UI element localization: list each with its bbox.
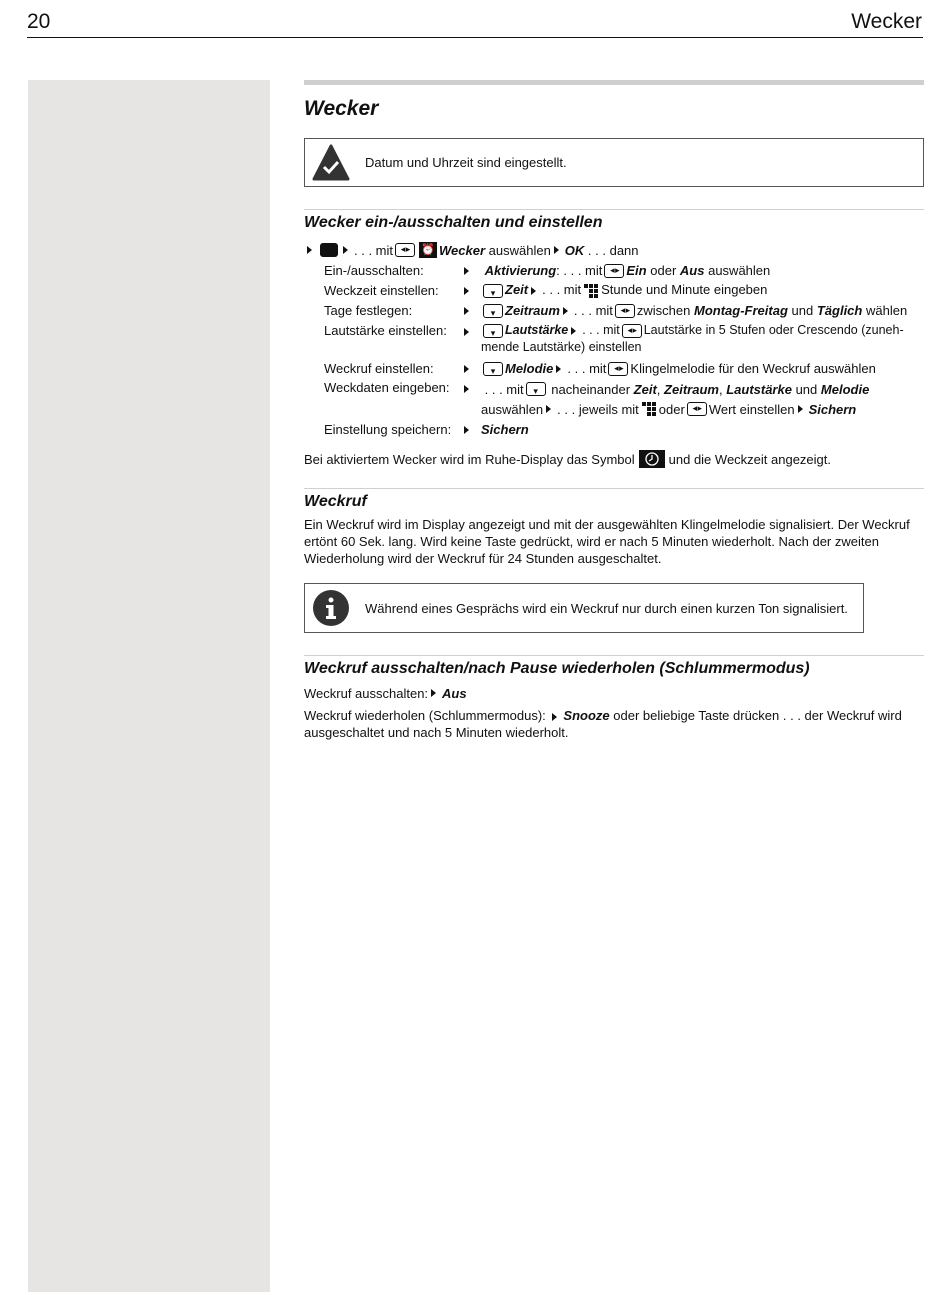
nav-select: auswählen [488, 242, 551, 258]
row-und: und [791, 302, 814, 318]
row-mid: . . . mit [582, 323, 620, 337]
arrow-icon [464, 385, 469, 393]
down-key-icon [483, 284, 503, 298]
menu-key-icon [320, 243, 338, 257]
left-right-key-icon [604, 264, 624, 278]
row-label: Tage festlegen: [324, 302, 413, 318]
section-rule [304, 655, 924, 656]
arrow-icon [556, 365, 561, 373]
row-item: Zeitraum [505, 302, 560, 318]
arrow-icon [343, 246, 348, 254]
section-heading-weckruf: Weckruf [304, 493, 367, 510]
off-label: Weckruf ausschalten: [304, 685, 429, 701]
arrow-icon [464, 307, 469, 315]
row-opt: Ein [626, 262, 647, 278]
arrow-icon [554, 246, 559, 254]
row-item: Lautstärke [505, 323, 569, 337]
arrow-icon [552, 713, 557, 721]
row-mid: . . . mit [484, 381, 524, 397]
page-number: 20 [27, 10, 51, 33]
down-key-icon [483, 324, 503, 338]
repeat-text: oder beliebige Taste drücken . . . der Weckruf wird ausgeschaltet und nach 5 Minuten wiederholt. [304, 708, 902, 740]
arrow-icon [571, 327, 576, 335]
row-toggle [324, 260, 924, 280]
row-label: Lautstärke einstellen: [324, 323, 447, 338]
precondition-text: Datum und Uhrzeit sind eingestellt. [365, 155, 567, 170]
left-right-key-icon [608, 362, 628, 376]
arrow-icon [307, 246, 312, 254]
left-right-key-icon [622, 324, 642, 338]
row-opt: Aus [679, 262, 705, 278]
row-label: Ein-/ausschalten: [324, 262, 424, 278]
row-item: Sichern [481, 421, 529, 437]
arrow-icon [464, 365, 469, 373]
row-item: Melodie [505, 360, 554, 376]
footer-post: und die Weckzeit angezeigt. [668, 451, 832, 467]
row-item: Zeitraum [664, 381, 719, 397]
precondition-box [304, 138, 924, 187]
row-tail: Stunde und Minute eingeben [601, 282, 768, 298]
page-title: Wecker [304, 97, 379, 120]
row-melody [324, 357, 924, 379]
row-item: Zeit [505, 282, 529, 298]
arrow-icon [431, 689, 436, 697]
row-comma: , [656, 381, 661, 397]
row-oder: oder [650, 262, 677, 278]
info-box [304, 583, 864, 633]
arrow-icon [464, 328, 469, 336]
nav-mit: . . . mit [354, 242, 393, 258]
arrow-icon [464, 287, 469, 295]
arrow-icon [546, 405, 551, 413]
keypad-icon [641, 401, 657, 417]
section-heading-snooze: Weckruf ausschalten/nach Pause wiederholen (Schlummermodus) [304, 660, 810, 677]
down-key-icon [483, 362, 503, 376]
settings-rows [324, 260, 924, 439]
down-key-icon [483, 304, 503, 318]
row-l2d: Wert einstellen [708, 401, 795, 417]
row-colon: : [556, 262, 560, 278]
row-time [324, 280, 924, 300]
row-pre: zwischen [636, 302, 691, 318]
header-rule [27, 37, 923, 38]
left-right-key-icon [687, 402, 707, 416]
row-label: Weckzeit einstellen: [324, 282, 439, 298]
control-key-icon [395, 243, 415, 257]
section-top-bar [304, 80, 924, 85]
row-pre: nacheinander [551, 381, 631, 397]
row-item: Sichern [808, 401, 857, 417]
left-right-key-icon [615, 304, 635, 318]
arrow-icon [531, 287, 536, 295]
section-rule [304, 209, 924, 210]
row-item: Zeit [633, 381, 657, 397]
checkmark-warning-icon [312, 144, 350, 182]
row-label: Einstellung speichern: [324, 421, 452, 437]
clock-icon [639, 450, 665, 468]
header-title: Wecker [851, 10, 922, 33]
row-data [324, 379, 924, 419]
info-icon [312, 589, 350, 627]
repeat-label: Weckruf wiederholen (Schlummermodus): [304, 708, 546, 723]
info-text: Während eines Gesprächs wird ein Weckruf nur durch einen kurzen Ton signalisiert. [365, 600, 848, 616]
arrow-icon [464, 426, 469, 434]
footer-pre: Bei aktiviertem Wecker wird im Ruhe-Display das Symbol [304, 451, 635, 467]
nav-ok: OK [564, 242, 585, 258]
row-mid: . . . mit [567, 360, 607, 376]
row-l2b: . . . jeweils mit [557, 401, 639, 417]
row-opt: Montag-Freitag [694, 302, 788, 318]
row-label: Weckruf einstellen: [324, 360, 434, 376]
keypad-icon [583, 283, 599, 299]
off-line [304, 683, 924, 703]
row-label: Weckdaten eingeben: [324, 380, 450, 395]
repeat-item: Snooze [563, 708, 610, 723]
row-opt: Täglich [816, 302, 863, 318]
row-item: Aktivierung [484, 262, 557, 278]
row-tail: Klingelmelodie für den Weckruf auswählen [630, 360, 876, 376]
alarm-clock-icon: ⏰ [419, 242, 437, 258]
nav-item-wecker: Wecker [439, 242, 486, 258]
row-l2a: auswählen [481, 401, 544, 417]
row-tail: auswählen [708, 262, 771, 278]
row-volume [324, 320, 924, 356]
row-tail-2: mende Lautstärke) einstellen [481, 340, 642, 354]
row-comma: , [718, 381, 723, 397]
section-rule [304, 488, 924, 489]
row-mid: . . . mit [542, 282, 582, 298]
row-mid: . . . mit [563, 262, 603, 278]
row-l2c: oder [658, 401, 685, 417]
off-item: Aus [442, 685, 467, 701]
repeat-text-block [304, 707, 924, 741]
arrow-icon [563, 307, 568, 315]
row-tail: Lautstärke in 5 Stufen oder Crescendo (zuneh- [643, 323, 904, 337]
row-mid: . . . mit [573, 302, 613, 318]
down-key-icon [526, 382, 546, 396]
row-item: Melodie [820, 381, 870, 397]
row-tail: wählen [865, 302, 908, 318]
alarm-symbol-note [304, 449, 924, 469]
arrow-icon [798, 405, 803, 413]
main-content [304, 80, 924, 741]
row-item: Lautstärke [726, 381, 792, 397]
weckruf-text: Ein Weckruf wird im Display angezeigt und mit der ausgewählten Klingelmelodie signalisiert. Der Weckruf ertönt 60 Sek. lang. Wird keine Taste gedrückt, wird er nach 5 Minuten wiederholt. Nach der zweiten Wiederholung wird der Weckruf für 24 Stunden ausgeschaltet. [304, 517, 910, 566]
nav-path [304, 240, 924, 260]
section-heading-settings: Wecker ein-/ausschalten und einstellen [304, 214, 603, 231]
nav-then: . . . dann [587, 242, 639, 258]
arrow-icon [464, 267, 469, 275]
row-days [324, 300, 924, 320]
row-und: und [795, 381, 818, 397]
row-save [324, 419, 924, 439]
sidebar-panel [28, 80, 270, 1292]
